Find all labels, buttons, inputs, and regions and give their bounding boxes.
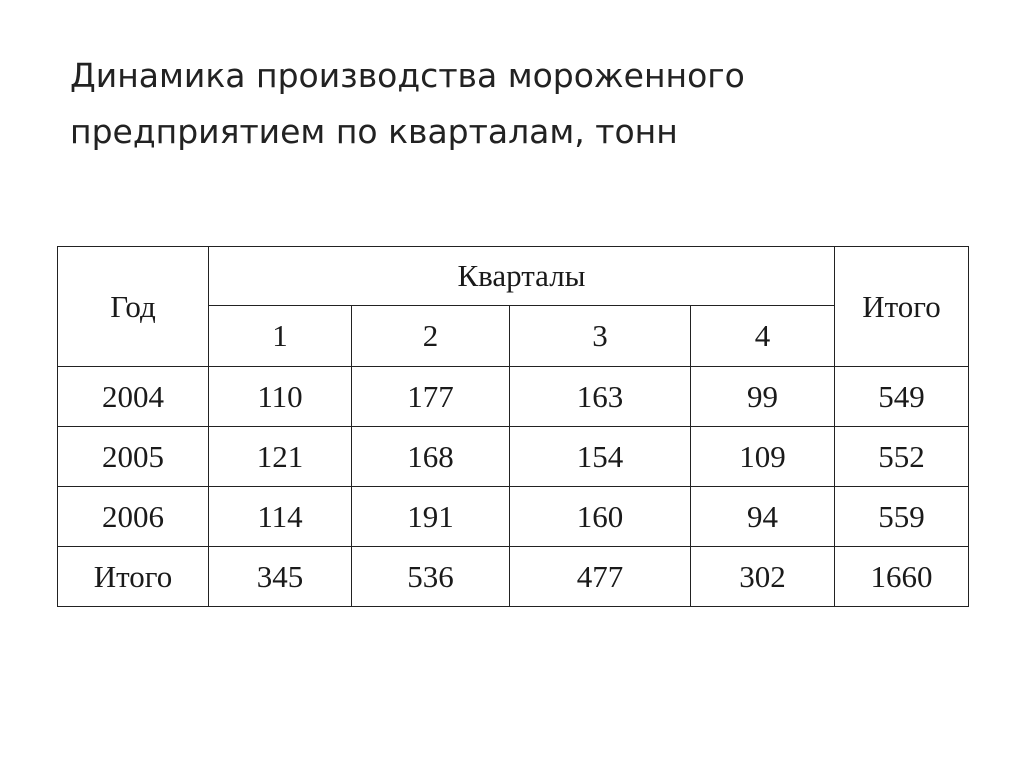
cell-total: 1660 [835, 547, 969, 607]
cell-total: 559 [835, 487, 969, 547]
production-table [57, 246, 969, 607]
cell-q4: 94 [691, 487, 835, 547]
header-quarter-4: 4 [691, 306, 835, 367]
cell-q3: 477 [510, 547, 691, 607]
cell-total: 549 [835, 367, 969, 427]
cell-q1: 121 [209, 427, 352, 487]
header-quarter-2: 2 [352, 306, 510, 367]
cell-q3: 160 [510, 487, 691, 547]
header-row-1 [58, 247, 969, 306]
title-line-2: предприятием по кварталам, тонн [70, 112, 678, 151]
cell-q4: 302 [691, 547, 835, 607]
header-quarters: Кварталы [209, 247, 835, 306]
cell-q1: 114 [209, 487, 352, 547]
cell-q2: 536 [352, 547, 510, 607]
cell-q1: 345 [209, 547, 352, 607]
title-line-1: Динамика производства мороженного [70, 56, 745, 95]
cell-q1: 110 [209, 367, 352, 427]
header-total: Итого [835, 247, 969, 367]
row-year: 2005 [58, 427, 209, 487]
slide-title [70, 48, 970, 160]
cell-q2: 168 [352, 427, 510, 487]
cell-q3: 163 [510, 367, 691, 427]
row-year: 2006 [58, 487, 209, 547]
header-quarter-1: 1 [209, 306, 352, 367]
table-row [58, 427, 969, 487]
table-row [58, 367, 969, 427]
cell-q4: 109 [691, 427, 835, 487]
table-row [58, 487, 969, 547]
cell-q3: 154 [510, 427, 691, 487]
cell-q4: 99 [691, 367, 835, 427]
cell-q2: 191 [352, 487, 510, 547]
cell-q2: 177 [352, 367, 510, 427]
header-quarter-3: 3 [510, 306, 691, 367]
header-year: Год [58, 247, 209, 367]
table-row-total [58, 547, 969, 607]
row-year: 2004 [58, 367, 209, 427]
row-year: Итого [58, 547, 209, 607]
cell-total: 552 [835, 427, 969, 487]
